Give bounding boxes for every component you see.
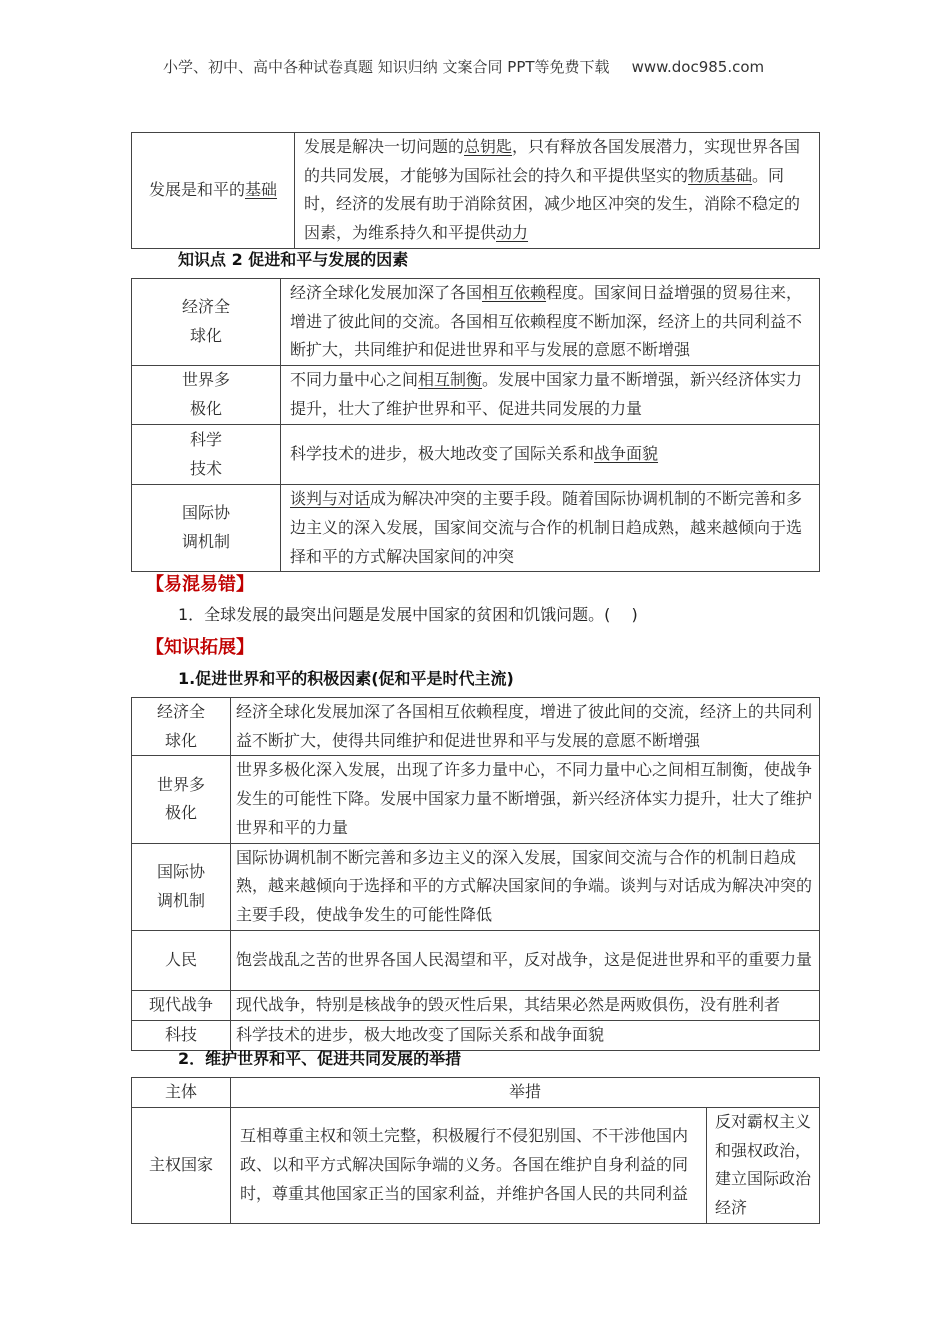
subheading-2: 2．维护世界和平、促进共同发展的举措 xyxy=(178,1049,462,1068)
factors-table xyxy=(131,278,820,572)
header-subject: 主体 xyxy=(132,1078,231,1108)
table-row xyxy=(132,366,820,425)
row-content xyxy=(281,366,820,425)
row-label: 科学 技术 xyxy=(132,425,281,485)
measure-side-text: 反对霸权主义和强权政治，建立国际政治经济 xyxy=(707,1108,820,1224)
row-label: 国际协 调机制 xyxy=(132,843,231,930)
table-row xyxy=(132,485,820,572)
text: 成为解决冲突的主要手段。随着国际协调机制的不断完善和多边主义的深入发展，国家间交流与合作的机制日趋成熟，越来越倾向于选择和平的方式解决国家间的冲突 xyxy=(290,489,803,566)
row-label: 科技 xyxy=(132,1020,231,1050)
row-label: 国际协 调机制 xyxy=(132,485,281,572)
confusion-title: 【易混易错】 xyxy=(146,574,254,595)
table-row xyxy=(132,990,820,1020)
row-content: 科学技术的进步，极大地改变了国际关系和战争面貌 xyxy=(231,1020,820,1050)
row-label: 经济全 球化 xyxy=(132,279,281,366)
underlined-keyword: 物质基础 xyxy=(688,165,753,185)
text: 科学技术的进步，极大地改变了国际关系和 xyxy=(290,444,595,464)
row-label: 世界多 极化 xyxy=(132,366,281,425)
text: ，只有释放各国发展潜力，实现世界各国的共同发展，才能够为国际社会的持久和平提供坚实的 xyxy=(304,137,801,185)
measure-text: 互相尊重主权和领土完整，积极履行不侵犯别国、不干涉他国内政、以和平方式解决国际争端的义务。各国在维护自身利益的同时，尊重其他国家正当的国家利益，并维护各国人民的共同利益 xyxy=(231,1108,707,1224)
row-content xyxy=(281,485,820,572)
underlined-keyword: 总钥匙 xyxy=(464,137,513,156)
table-row xyxy=(132,279,820,366)
row-content xyxy=(281,279,820,366)
table-row xyxy=(132,843,820,930)
row-content xyxy=(281,425,820,485)
text: 。发展中国家力量不断增强，新兴经济体实力提升，壮大了维护世界和平、促进共同发展的力量 xyxy=(290,370,803,419)
text: 程度。国家间日益增强的贸易往来，增进了彼此间的交流。各国相互依赖程度不断加深，经济上的共同利益不断扩大，共同维护和促进世界和平与发展的意愿不断增强 xyxy=(290,283,803,360)
page-header xyxy=(163,56,764,77)
row-content: 世界多极化深入发展，出现了许多力量中心，不同力量中心之间相互制衡，使战争发生的可能性下降。发展中国家力量不断增强，新兴经济体实力提升，壮大了维护世界和平的力量 xyxy=(231,756,820,843)
row-content: 国际协调机制不断完善和多边主义的深入发展，国家间交流与合作的机制日趋成熟，越来越倾向于选择和平的方式解决国家间的争端。谈判与对话成为解决冲突的主要手段，使战争发生的可能性降低 xyxy=(231,843,820,930)
label-text: 发展是和平的 xyxy=(148,180,245,200)
positive-factors-table xyxy=(131,697,820,1051)
row-content xyxy=(295,133,820,249)
subheading-1: 1.促进世界和平的积极因素(促和平是时代主流) xyxy=(178,669,514,688)
header-measures: 举措 xyxy=(231,1078,820,1108)
row-content: 饱尝战乱之苦的世界各国人民渴望和平，反对战争，这是促进世界和平的重要力量 xyxy=(231,930,820,990)
underlined-keyword: 动力 xyxy=(496,223,529,243)
table-row xyxy=(132,756,820,843)
row-label: 人民 xyxy=(132,930,231,990)
row-label: 经济全 球化 xyxy=(132,698,231,756)
table-row xyxy=(132,698,820,756)
question-1: 1．全球发展的最突出问题是发展中国家的贫困和饥饿问题。( ) xyxy=(178,605,638,624)
text: 。同时，经济的发展有助于消除贫困，减少地区冲突的发生，消除不稳定的因素，为维系持久和平提供 xyxy=(304,165,801,243)
underlined-keyword: 谈判与对话 xyxy=(290,489,371,509)
development-peace-table xyxy=(131,132,820,249)
extension-title: 【知识拓展】 xyxy=(146,637,254,658)
row-label: 世界多 极化 xyxy=(132,756,231,843)
header-url: www.doc985.com xyxy=(631,58,765,76)
label-underlined: 基础 xyxy=(245,180,278,200)
section-heading: 知识点 2 促进和平与发展的因素 xyxy=(178,250,409,269)
row-label: 主权国家 xyxy=(132,1108,231,1224)
row-content: 经济全球化发展加深了各国相互依赖程度，增进了彼此间的交流，经济上的共同利益不断扩大，使得共同维护和促进世界和平与发展的意愿不断增强 xyxy=(231,698,820,756)
row-content: 现代战争，特别是核战争的毁灭性后果，其结果必然是两败俱伤，没有胜利者 xyxy=(231,990,820,1020)
table-row xyxy=(132,930,820,990)
text: 不同力量中心之间 xyxy=(290,370,419,390)
header-text: 小学、初中、高中各种试卷真题 知识归纳 文案合同 PPT等免费下载 xyxy=(163,58,610,76)
table-row xyxy=(132,425,820,485)
text: 经济全球化发展加深了各国 xyxy=(290,283,483,302)
underlined-keyword: 战争面貌 xyxy=(594,444,659,464)
row-label: 现代战争 xyxy=(132,990,231,1020)
underlined-keyword: 相互制衡 xyxy=(418,370,483,390)
row-label xyxy=(132,133,295,249)
underlined-keyword: 相互依赖 xyxy=(482,283,547,302)
text: 发展是解决一切问题的 xyxy=(304,137,465,156)
measures-table xyxy=(131,1077,820,1224)
